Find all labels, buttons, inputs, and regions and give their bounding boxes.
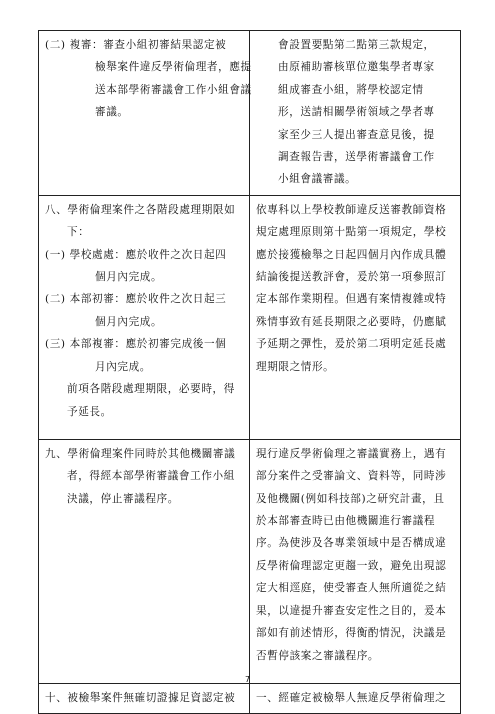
text-line: 小組會議審議。 [278,173,357,186]
text-line: 依專科以上學校教師違反送審教師資格 [256,203,447,216]
text-line: 下： [67,226,90,239]
text-line: 者，得經本部學術審議會工作小組 [67,470,235,483]
text-line: 於本部審查時已由他機關進行審議程 [256,515,436,528]
text-line: 送本部學術審議會工作小組會議 [95,83,252,96]
table-row [39,31,461,196]
page-number: 7 [244,675,251,684]
text-line: 個月內完成。 [95,315,163,328]
explanation-text-cell [250,439,461,683]
text-line: 組成審查小組，將學校認定情 [278,83,424,96]
article-text-cell [39,439,250,683]
text-line: 予延期之彈性，爰於第二項明定延長處 [256,338,447,351]
text-line: 部如有前述情形，得衡酌情況，決議是 [256,627,447,640]
text-line: 會設置要點第二點第三款規定， [278,39,435,51]
text-line: 序。為使涉及各專業領域中是否構成違 [256,537,447,550]
text-line: 九、學術倫理案件同時於其他機關審議 [45,447,236,460]
text-line: 由原補助審核單位邀集學者專家 [278,61,435,74]
explanation-text-cell [250,683,461,713]
text-line: 十、被檢舉案件無確切證據足資認定被 [45,691,236,704]
text-line: 八、學術倫理案件之各階段處理期限如 [45,203,236,216]
text-line: (二) 本部初審：應於收件之次日起三 [45,293,227,306]
text-line: 殊情事致有延長期限之必要時，仍應賦 [256,315,447,328]
text-line: 規定處理原則第十點第一項規定，學校 [256,226,447,239]
text-line: 反學術倫理認定更趨一致，避免出現認 [256,559,447,572]
text-line: (一) 學校處處：應於收件之次日起四 [45,248,227,261]
text-line: 形，送請相關學術領域之學者專 [278,106,435,119]
text-line: 決議，停止審議程序。 [67,492,179,505]
explanation-text-cell [250,31,461,196]
text-line: 前項各階段處理期限，必要時，得 [67,383,235,396]
text-line: 審議。 [95,106,129,119]
text-line: (二) 複審：審查小組初審結果認定被 [45,39,227,51]
article-text-cell [39,683,250,713]
text-line: 理期限之情形。 [256,360,335,373]
text-line: 個月內完成。 [95,271,163,284]
regulation-comparison-table [38,30,461,714]
text-line: 定本部作業期程。但遇有案情複雜或特 [256,293,447,306]
text-line: 一、經確定被檢舉人無違反學術倫理之 [256,691,447,704]
text-line: 應於接獲檢舉之日起四個月內作成具體 [256,248,447,261]
explanation-text-cell [250,195,461,439]
article-text-cell [39,31,250,196]
text-line: 家至少三人提出審查意見後，提 [278,128,435,141]
text-line: 調查報告書，送學術審議會工作 [278,151,435,164]
text-line: 予延長。 [67,405,112,418]
table-row [39,195,461,439]
table-row [39,439,461,683]
text-line: 檢舉案件違反學術倫理者，應提 [95,61,252,74]
text-line: 結論後提送教評會，爰於第一項參照訂 [256,271,447,284]
text-line: 部分案件之受審論文、資料等，同時涉 [256,470,447,483]
table-row [39,683,461,713]
text-line: 及他機關(例如科技部)之研究計畫，且 [256,492,445,505]
text-line: 果，以違提升審查安定性之目的，爰本 [256,604,447,617]
text-line: (三) 本部複審：應於初審完成後一個 [45,338,227,351]
text-line: 定大相逕庭，使受審查人無所適從之結 [256,582,447,595]
article-text-cell [39,195,250,439]
text-line: 月內完成。 [95,360,151,373]
text-line: 否暫停該案之審議程序。 [256,649,380,662]
text-line: 現行違反學術倫理之審議實務上，遇有 [256,447,447,460]
